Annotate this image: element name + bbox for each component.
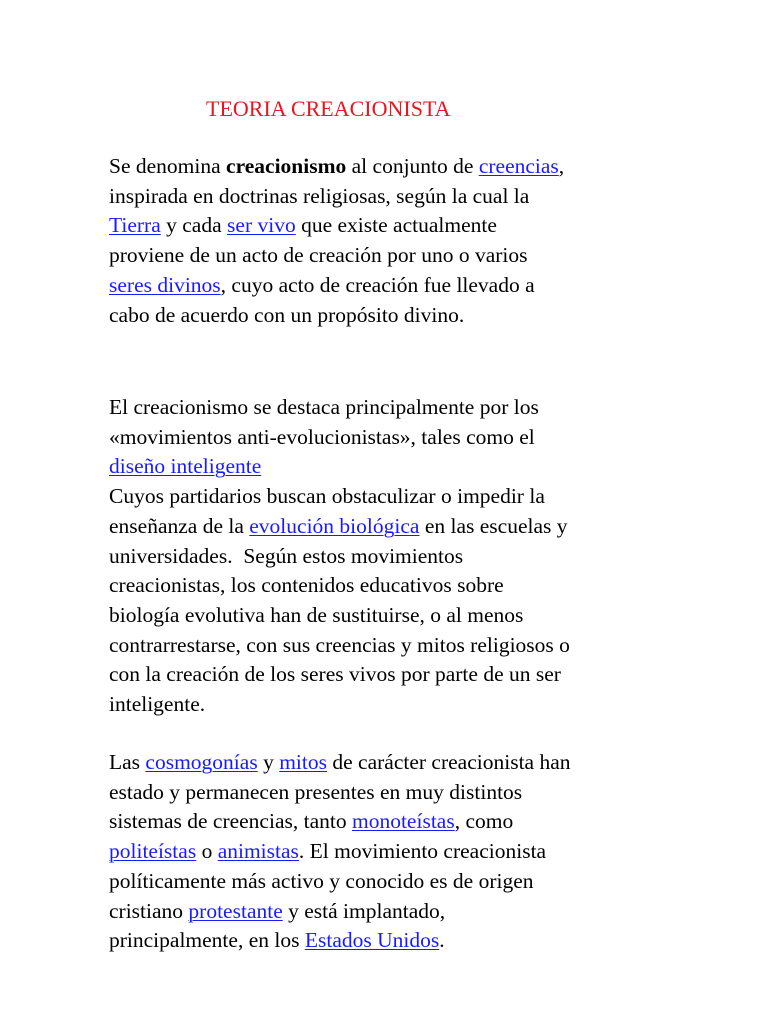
text-run: y cada [160,213,228,238]
text-line [109,897,709,927]
text-run: al conjunto de [346,154,479,178]
text-line [109,211,709,241]
text-run: sistemas de creencias, tanto [109,809,352,834]
link-creencias[interactable]: creencias [478,154,559,178]
text-line: El creacionismo se destaca principalmente por los [109,395,539,419]
paragraph-definition [109,152,709,330]
text-line: estado y permanecen presentes en muy distintos [109,779,523,804]
link-ser-vivo[interactable]: ser vivo [227,213,296,238]
text-line: cabo de acuerdo con un propósito divino. [109,302,465,327]
link-evolucion-biologica[interactable]: evolución biológica [249,513,420,538]
text-line [109,152,709,182]
text-line: Cuyos partidarios buscan obstaculizar o impedir la [109,484,545,509]
text-line [109,926,709,956]
link-animistas[interactable]: animistas [217,839,299,864]
link-estados-unidos[interactable]: Estados Unidos [304,928,440,953]
text-line [109,807,709,837]
text-run: de carácter creacionista han [327,750,571,774]
text-line: inspirada en doctrinas religiosas, según la cual la [109,183,530,208]
text-line: con la creación de los seres vivos por parte de un ser [109,662,561,687]
link-monoteistas[interactable]: monoteístas [351,809,455,834]
document-title: TEORIA CREACIONISTA [206,96,451,121]
text-line: políticamente más activo y conocido es de origen [109,868,534,893]
text-line: contrarrestarse, con sus creencias y mitos religiosos o [109,632,570,657]
text-run: y [257,750,280,774]
text-run: en las escuelas y [419,513,568,538]
text-run: o [196,839,218,864]
text-line: proviene de un acto de creación por uno o varios [109,243,528,268]
link-politeistas[interactable]: politeístas [109,839,197,864]
text-line: biología evolutiva han de sustituirse, o al menos [109,602,524,627]
link-protestante[interactable]: protestante [188,898,283,923]
link-mitos[interactable]: mitos [279,750,327,774]
text-run: y está implantado, [282,898,446,923]
link-cosmogonias[interactable]: cosmogonías [145,750,258,774]
text-line [109,452,709,482]
text-run: . [439,928,445,953]
text-line: inteligente. [109,692,206,717]
text-run: Se denomina [109,154,227,178]
text-run: que existe actualmente [295,213,497,238]
text-run: , [558,154,565,178]
text-run: , como [454,809,514,834]
text-line [109,512,709,542]
bold-term: creacionismo [226,154,347,178]
text-run: Las [109,750,146,774]
text-run: enseñanza de la [109,513,250,538]
text-run: . El movimiento creacionista [298,839,547,864]
link-tierra[interactable]: Tierra [109,213,161,238]
link-seres-divinos[interactable]: seres divinos [109,272,221,297]
text-line [109,748,709,778]
text-line: creacionistas, los contenidos educativos sobre [109,573,504,598]
text-run: principalmente, en los [109,928,305,953]
text-line: «movimientos anti-evolucionistas», tales como el [109,424,535,449]
text-line: universidades. Según estos movimientos [109,543,464,568]
paragraph-cosmogonies [109,748,709,956]
text-line [109,271,709,301]
paragraph-anti-evolution [109,393,709,720]
text-line [109,837,709,867]
link-diseno-inteligente[interactable]: diseño inteligente [109,454,262,479]
text-run: cristiano [109,898,189,923]
text-run: , cuyo acto de creación fue llevado a [220,272,535,297]
